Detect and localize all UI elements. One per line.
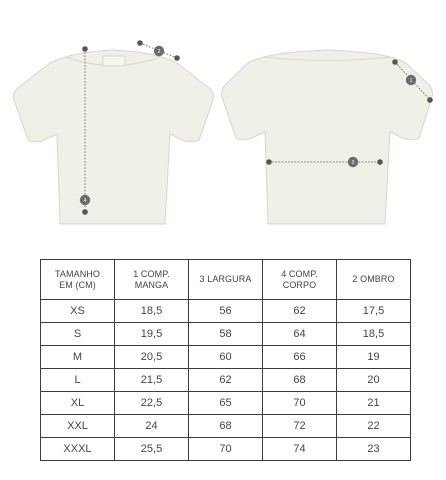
width-right-dot: [377, 159, 383, 165]
table-row: [41, 346, 411, 369]
width-left-dot: [266, 159, 272, 165]
header-sleeve-length: 1 COMP. MANGA: [115, 260, 189, 300]
header-body-length: 4 COMP. CORPO: [263, 260, 337, 300]
cell-size: XL: [41, 392, 115, 415]
cell-sleeve: 25,5: [115, 438, 189, 461]
cell-shoulder: 23: [337, 438, 411, 461]
cell-sleeve: 19,5: [115, 323, 189, 346]
cell-width: 68: [189, 415, 263, 438]
cell-length: 70: [263, 392, 337, 415]
shoulder-marker-label: 2: [157, 48, 161, 55]
length-bottom-dot: [82, 209, 88, 215]
shoulder-start-dot: [137, 40, 143, 46]
cell-sleeve: 20,5: [115, 346, 189, 369]
cell-width: 58: [189, 323, 263, 346]
cell-length: 64: [263, 323, 337, 346]
sleeve-start-dot: [392, 59, 398, 65]
cell-length: 74: [263, 438, 337, 461]
table-row: [41, 438, 411, 461]
cell-shoulder: 17,5: [337, 300, 411, 323]
length-top-dot: [82, 46, 88, 52]
cell-shoulder: 21: [337, 392, 411, 415]
cell-length: 72: [263, 415, 337, 438]
header-width: 3 LARGURA: [189, 260, 263, 300]
table-row: [41, 323, 411, 346]
width-marker-label: 3: [351, 159, 355, 166]
table-row: [41, 369, 411, 392]
cell-size: XS: [41, 300, 115, 323]
cell-width: 60: [189, 346, 263, 369]
cell-size: M: [41, 346, 115, 369]
tshirt-back-body: [222, 50, 433, 224]
cell-shoulder: 18,5: [337, 323, 411, 346]
cell-width: 56: [189, 300, 263, 323]
shoulder-end-dot: [174, 55, 180, 61]
cell-length: 62: [263, 300, 337, 323]
cell-shoulder: 19: [337, 346, 411, 369]
cell-width: 65: [189, 392, 263, 415]
tshirt-back: [222, 50, 433, 224]
cell-sleeve: 18,5: [115, 300, 189, 323]
cell-size: XXXL: [41, 438, 115, 461]
header-size: TAMANHO EM (CM): [41, 260, 115, 300]
table-row: [41, 392, 411, 415]
cell-shoulder: 20: [337, 369, 411, 392]
cell-length: 68: [263, 369, 337, 392]
sleeve-end-dot: [427, 97, 433, 103]
cell-sleeve: 22,5: [115, 392, 189, 415]
tshirt-front-tag: [103, 56, 125, 66]
cell-sleeve: 21,5: [115, 369, 189, 392]
header-shoulder: 2 OMBRO: [337, 260, 411, 300]
sleeve-marker-label: 1: [409, 77, 413, 84]
cell-sleeve: 24: [115, 415, 189, 438]
tshirt-front-body: [14, 50, 214, 224]
table-header-row: [41, 260, 411, 300]
cell-width: 62: [189, 369, 263, 392]
tshirt-front: [14, 50, 214, 224]
cell-size: L: [41, 369, 115, 392]
cell-shoulder: 22: [337, 415, 411, 438]
size-chart-table: [40, 259, 411, 461]
length-marker-label: 4: [83, 197, 87, 204]
cell-size: S: [41, 323, 115, 346]
table-row: [41, 300, 411, 323]
cell-length: 66: [263, 346, 337, 369]
table-row: [41, 415, 411, 438]
cell-size: XXL: [41, 415, 115, 438]
cell-width: 70: [189, 438, 263, 461]
